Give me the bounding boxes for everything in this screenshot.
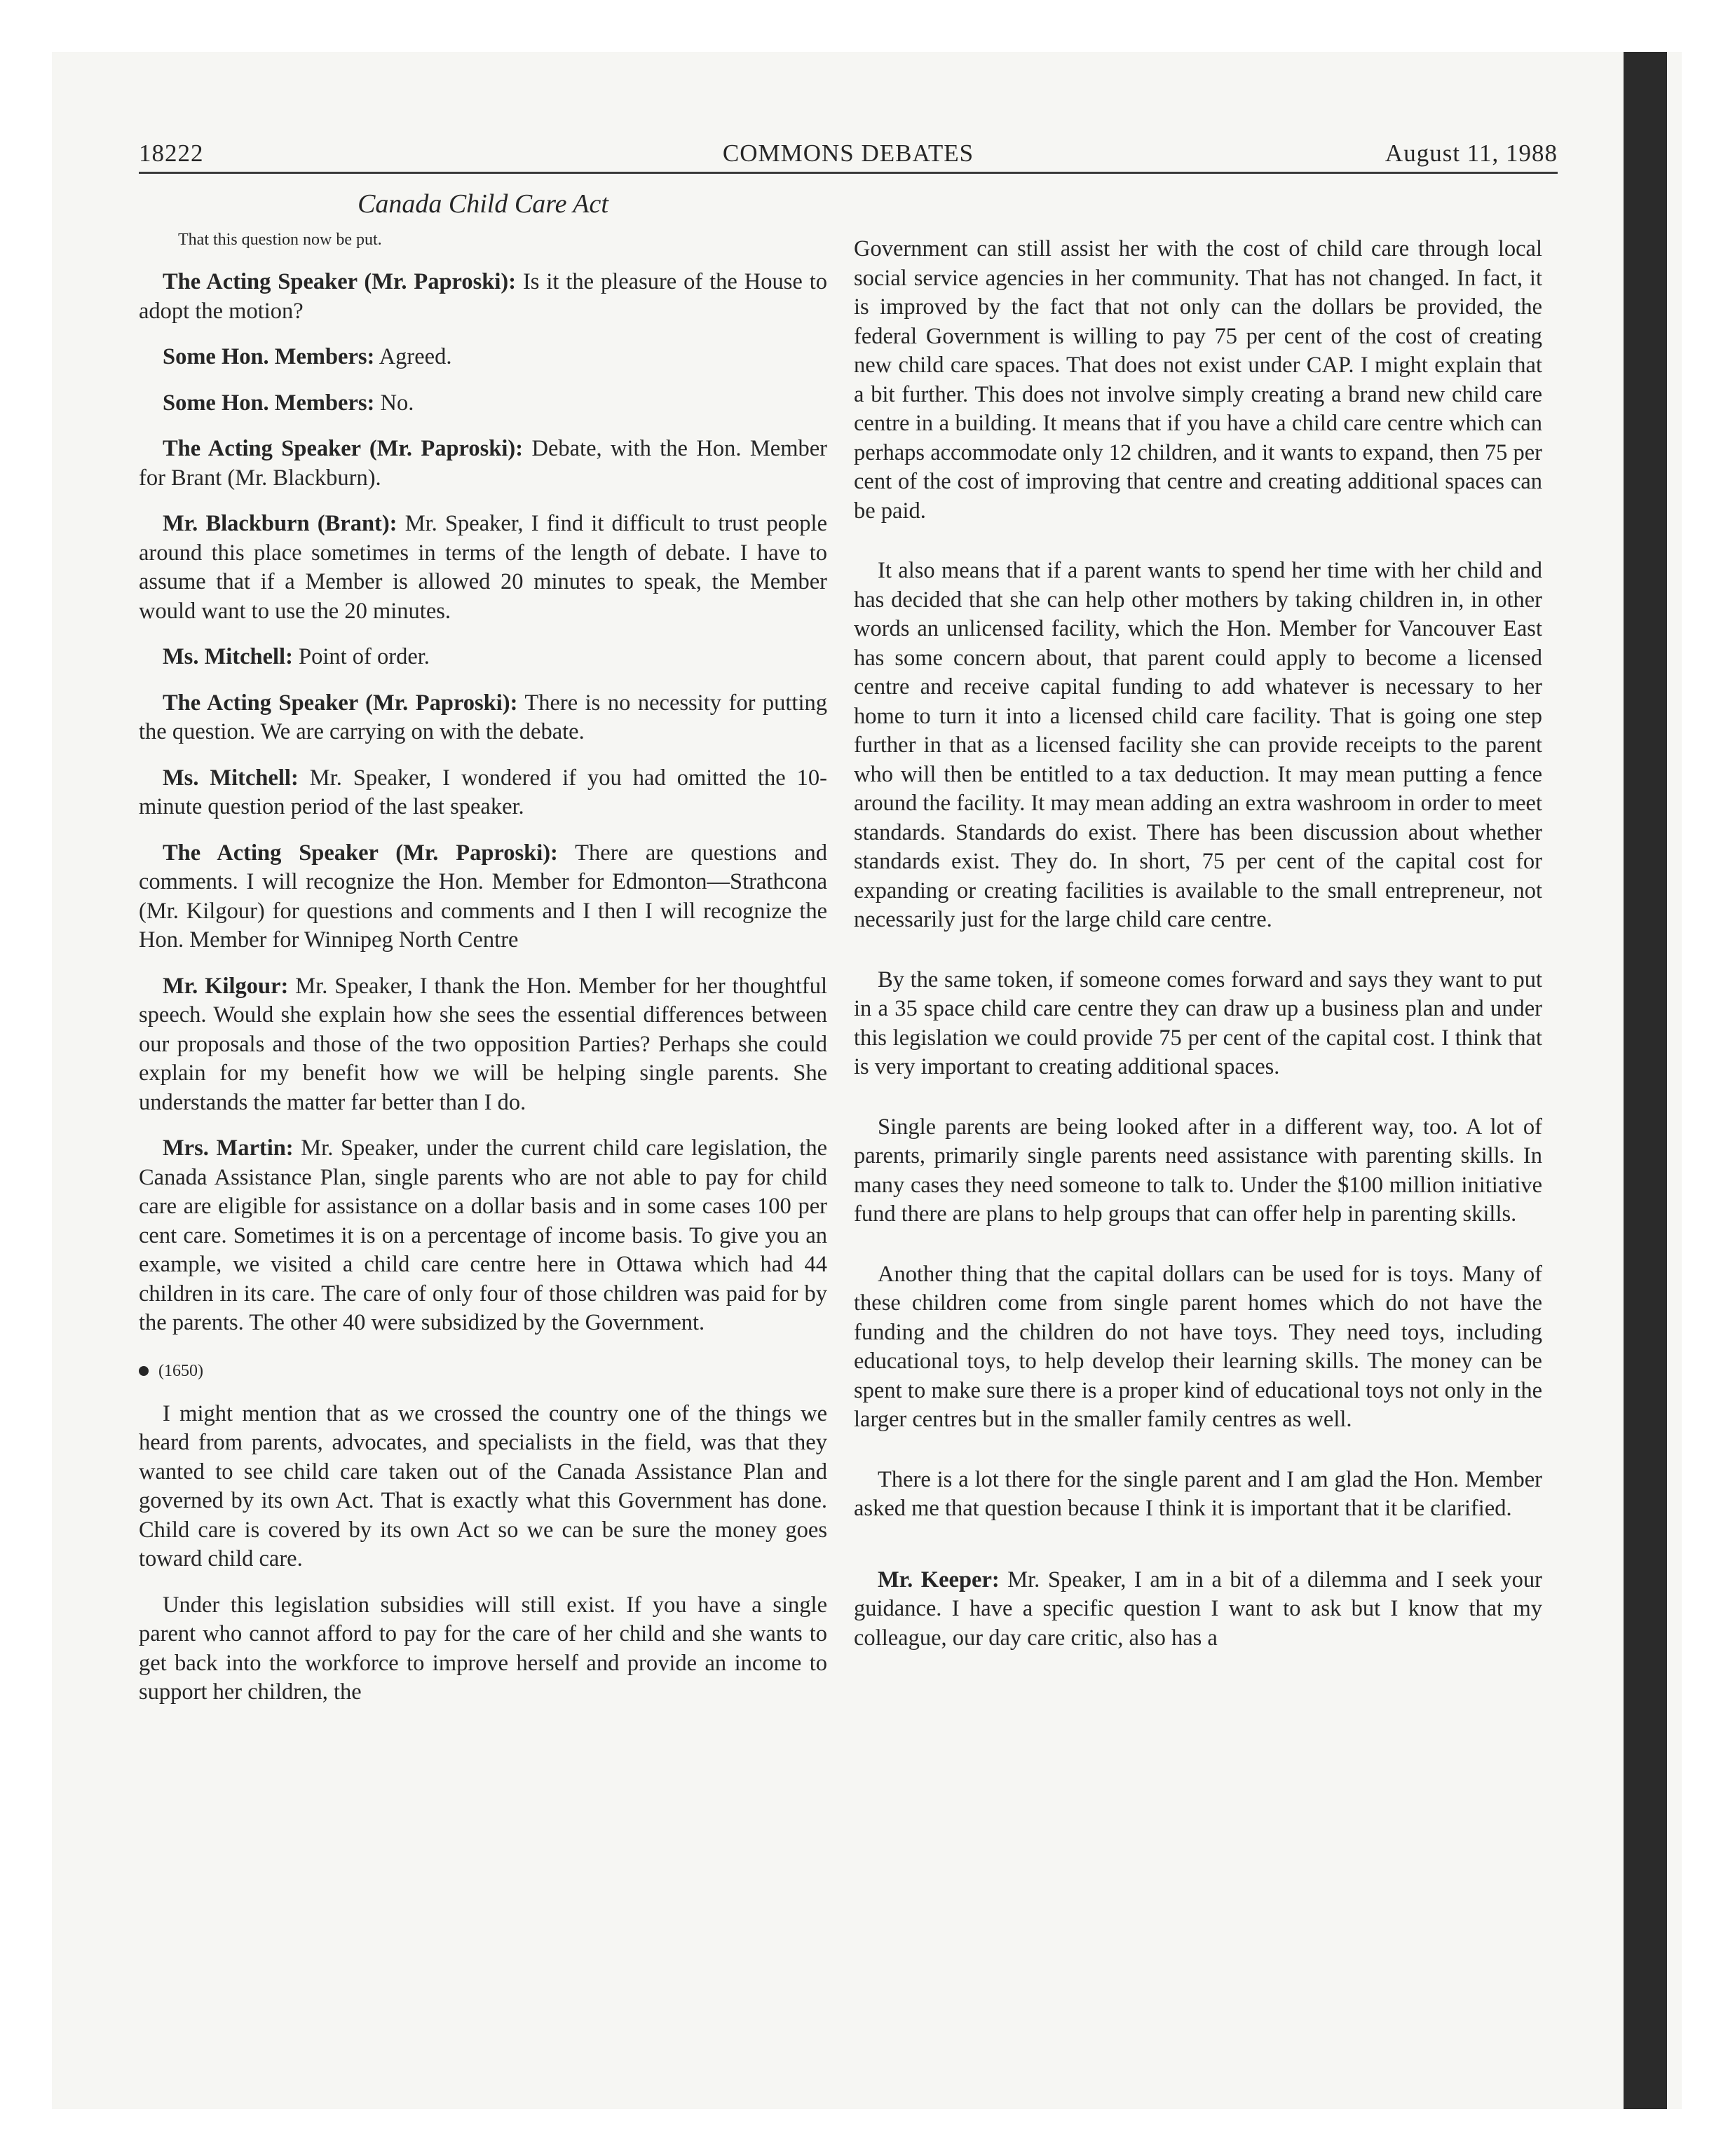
time-marker (139, 1359, 827, 1383)
body-paragraph: By the same token, if someone comes forward and says they want to put in a 35 space child care centre they can draw up a business plan and under this legislation we could provide 75 per cent of the capital cost. I think that is very important to creating additional spaces. (854, 967, 1542, 1079)
right-column (854, 235, 1542, 1653)
body-paragraph: Single parents are being looked after in a different way, too. A lot of parents, primarily single parents need assistance with parenting skills. In many cases they need someone to talk to. Under the $100 million initiative fund there are plans to help groups that can offer help in parenting skills. (854, 1114, 1542, 1227)
page-number: 18222 (139, 139, 204, 167)
header-rule (139, 172, 1558, 174)
motion-text: That this question now be put. (178, 231, 382, 249)
speech-text: Point of order. (292, 644, 430, 669)
speaker-name: The Acting Speaker (Mr. Paproski): (163, 840, 558, 866)
speech-paragraph (139, 689, 827, 747)
speech-paragraph (139, 764, 827, 822)
bullet-icon (139, 1366, 149, 1376)
body-paragraph: Another thing that the capital dollars can be used for is toys. Many of these children come from single parent homes which do not have the funding and the children do not have toys. They need toys, including educational toys, to help develop their learning skills. The money can be spent to make sure there is a proper kind of educational toys not only in the larger centres but in the smaller family centres as well. (854, 1261, 1542, 1432)
speech-text: Mr. Speaker, I am in a bit of a dilemma and I seek your guidance. I have a specific question I want to ask but I know that my colleague, our day care critic, also has a (854, 1567, 1542, 1651)
speech-paragraph (854, 1566, 1542, 1653)
speech-paragraph (139, 435, 827, 493)
speech-text: Debate, with the Hon. Member for Brant (Mr. Blackburn). (139, 436, 827, 491)
left-column (139, 228, 827, 1707)
speech-paragraph (139, 839, 827, 955)
speech-text: There is no necessity for putting the question. We are carrying on with the debate. (139, 690, 827, 744)
speaker-name: Mrs. Martin: (163, 1135, 294, 1161)
speech-paragraph (139, 643, 827, 672)
body-paragraph: There is a lot there for the single parent and I am glad the Hon. Member asked me that question because I think it is important that it be clarified. (854, 1466, 1542, 1521)
time-text: (1650) (158, 1361, 203, 1380)
speech-text: Agreed. (374, 344, 452, 369)
scan-edge (1624, 52, 1667, 2109)
page-date: August 11, 1988 (1384, 139, 1558, 167)
speech-paragraph (139, 972, 827, 1118)
speech-text: Mr. Speaker, under the current child care legislation, the Canada Assistance Plan, single parents who are not able to pay for child care are eligible for assistance on a dollar basis and in some cases 100 per cent care. Sometimes it is on a percentage of income basis. To give you an example, we visited a child care centre here in Ottawa which had 44 children in its care. The care of only four of those children was paid for by the parents. The other 40 were subsidized by the Government. (139, 1135, 827, 1335)
continued-paragraph: Government can still assist her with the cost of child care through local social service agencies in her community. That has not changed. In fact, it is improved by the fact that not only can the dollars be provided, the federal Government is willing to pay 75 per cent of the cost of creating new child care spaces. That does not exist under CAP. I might explain that a bit further. This does not involve simply creating a brand new child care centre in a building. It means that if you have a child care centre which can perhaps accommodate only 12 children, and it wants to expand, then 75 per cent of the cost of improving that centre and creating additional spaces can be paid. (854, 236, 1542, 524)
speaker-name: Mr. Kilgour: (163, 973, 289, 999)
speech-text: Mr. Speaker, I find it difficult to trust people around this place sometimes in terms of the length of debate. I have to assume that if a Member is allowed 20 minutes to speak, the Member would want to use the 20 minutes. (139, 511, 827, 624)
speaker-name: Ms. Mitchell: (163, 644, 293, 669)
speech-text: Is it the pleasure of the House to adopt the motion? (139, 269, 827, 324)
speech-paragraph (139, 1134, 827, 1338)
speaker-name: Some Hon. Members: (163, 390, 375, 416)
speech-text: Mr. Speaker, I thank the Hon. Member for her thoughtful speech. Would she explain how she sees the essential differences between our proposals and those of the two opposition Parties? Perhaps she could explain for my benefit how we will be helping single parents. She understands the matter far better than I do. (139, 973, 827, 1115)
body-paragraph: I might mention that as we crossed the country one of the things we heard from parents, advocates, and specialists in the field, was that they wanted to see child care taken out of the Canada Assistance Plan and governed by its own Act. That is exactly what this Government has done. Child care is covered by its own Act so we can be sure the money goes toward child care. (139, 1400, 827, 1571)
speech-paragraph (139, 343, 827, 372)
speech-text: There are questions and comments. I will recognize the Hon. Member for Edmonton—Strathcona (Mr. Kilgour) for questions and comments and I then I will recognize the Hon. Member for Winnipeg North Centre (139, 840, 827, 953)
speech-paragraph (139, 268, 827, 326)
speaker-name: The Acting Speaker (Mr. Paproski): (163, 436, 524, 461)
speaker-name: Mr. Blackburn (Brant): (163, 511, 397, 536)
speaker-name: The Acting Speaker (Mr. Paproski): (163, 690, 518, 716)
publication-title: COMMONS DEBATES (722, 139, 974, 167)
speech-paragraph (139, 389, 827, 418)
page-header (139, 139, 1558, 174)
speaker-name: Ms. Mitchell: (163, 765, 299, 791)
speaker-name: The Acting Speaker (Mr. Paproski): (163, 269, 517, 294)
speech-text: No. (374, 390, 414, 416)
body-paragraph: Under this legislation subsidies will still exist. If you have a single parent who cannot afford to pay for the care of her child and she wants to get back into the workforce to improve herself and provide an income to support her children, the (139, 1592, 827, 1705)
body-paragraph: It also means that if a parent wants to spend her time with her child and has decided that she can help other mothers by taking children in, in other words an unlicensed facility, which the Hon. Member for Vancouver East has some concern about, that parent could apply to become a licensed centre and receive capital funding to add whatever is necessary to her home to turn it into a licensed child care facility. That is going one step further in that as a licensed facility she can provide receipts to the parent who will then be entitled to a tax deduction. It may mean putting a fence around the facility. It may mean adding an extra washroom in order to meet standards. Standards do exist. There has been discussion about whether standards exist. They do. In short, 75 per cent of the capital cost for expanding or creating facilities is available to the small entrepreneur, not necessarily just for the large child care centre. (854, 558, 1542, 932)
speech-paragraph (139, 510, 827, 626)
speaker-name: Some Hon. Members: (163, 344, 375, 369)
section-title: Canada Child Care Act (358, 189, 608, 219)
speech-text: Mr. Speaker, I wondered if you had omitted the 10-minute question period of the last speaker. (139, 765, 827, 819)
speaker-name: Mr. Keeper: (878, 1567, 1000, 1592)
